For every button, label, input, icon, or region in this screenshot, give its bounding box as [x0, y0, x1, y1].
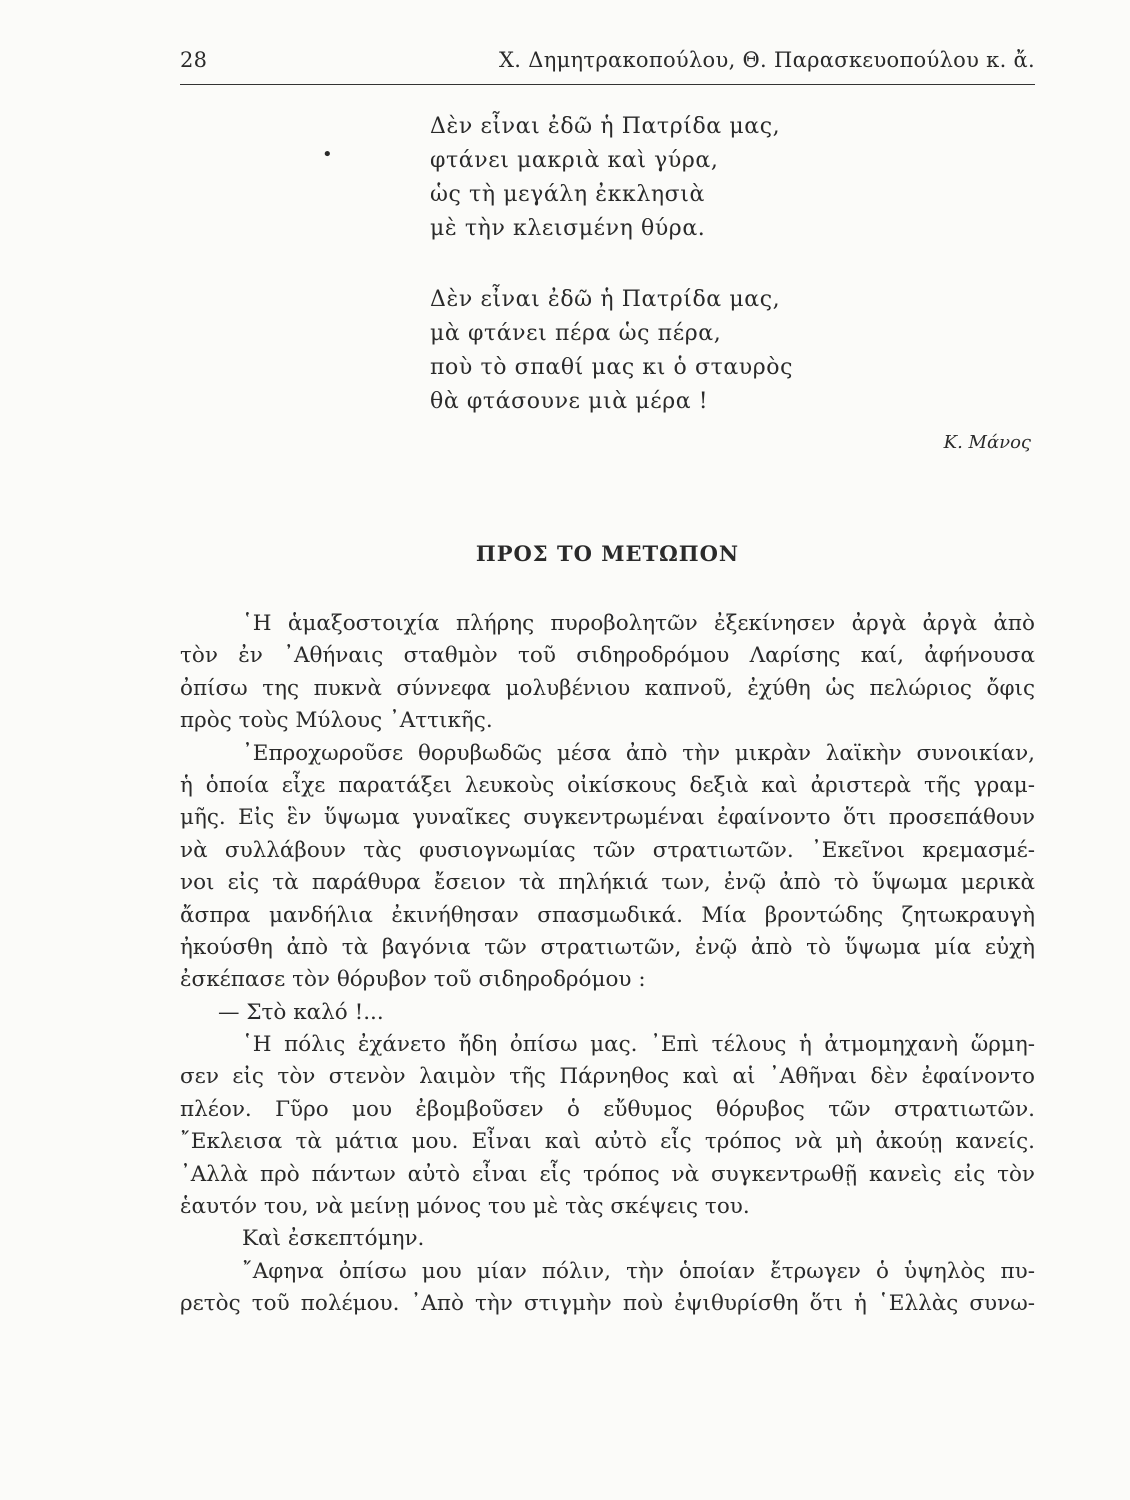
text-line: ῾Η πόλις ἐχάνετο ἤδη ὀπίσω μας. ᾿Επὶ τέλους ἡ ἀτμομηχανὴ ὥρμη-	[242, 1032, 1035, 1058]
poem-line: μὲ τὴν κλεισμένη θύρα.	[430, 216, 706, 241]
poem-line: φτάνει μακριὰ καὶ γύρα,	[430, 148, 719, 173]
text-line: Καὶ ἐσκεπτόμην.	[242, 1226, 425, 1252]
poem-line: θὰ φτάσουνε μιὰ μέρα !	[430, 389, 709, 414]
text-line: ἐσκέπασε τὸν θόρυβον τοῦ σιδηροδρόμου :	[180, 967, 646, 993]
text-line: πρὸς τοὺς Μύλους ᾿Αττικῆς.	[180, 708, 493, 734]
text-line: νοι εἰς τὰ παράθυρα ἔσειον τὰ πηλήκιά των, ἐνῷ ἀπὸ τὸ ὕψωμα μερικὰ	[180, 870, 1035, 896]
header-rule	[180, 84, 1035, 85]
poem-line: ποὺ τὸ σπαθί μας κι ὁ σταυρὸς	[430, 355, 794, 380]
poem-line: Δὲν εἶναι ἐδῶ ἡ Πατρίδα μας,	[430, 287, 781, 312]
poem-stanza-2	[430, 283, 793, 419]
poem-line: ὡς τὴ μεγάλη ἐκκλησιὰ	[430, 182, 705, 207]
text-line: ἄσπρα μανδήλια ἐκινήθησαν σπασμωδικά. Μία βροντώδης ζητωκραυγὴ	[180, 902, 1035, 928]
book-page	[180, 0, 1035, 1500]
text-line: ἑαυτόν του, νὰ μείνῃ μόνος του μὲ τὰς σκέψεις του.	[180, 1194, 750, 1220]
page-header	[180, 48, 1035, 78]
text-line: ἠκούσθη ἀπὸ τὰ βαγόνια τῶν στρατιωτῶν, ἐνῷ ἀπὸ τὸ ὕψωμα μία εὐχὴ	[180, 934, 1035, 960]
running-title: Χ. Δημητρακοπούλου, Θ. Παρασκευοπούλου κ. ἄ.	[499, 48, 1035, 72]
poem-line: μὰ φτάνει πέρα ὡς πέρα,	[430, 321, 722, 346]
text-line: νὰ συλλάβουν τὰς φυσιογνωμίας τῶν στρατιωτῶν. ᾿Εκεῖνοι κρεμασμέ-	[180, 837, 1035, 863]
section-title: ΠΡΟΣ ΤΟ ΜΕΤΩΠΟΝ	[475, 541, 740, 566]
prose-body	[180, 608, 1035, 1321]
text-line: μῆς. Εἰς ἓν ὕψωμα γυναῖκες συγκεντρωμέναι ἐφαίνοντο ὅτι προσεπάθουν	[180, 805, 1035, 831]
text-line: τὸν ἐν ᾿Αθήναις σταθμὸν τοῦ σιδηροδρόμου Λαρίσης καί, ἀφήνουσα	[180, 643, 1035, 669]
text-line: ἡ ὁποία εἶχε παρατάξει λευκοὺς οἰκίσκους δεξιὰ καὶ ἀριστερὰ τῆς γραμ-	[180, 772, 1035, 798]
text-line: ῾Η ἁμαξοστοιχία πλήρης πυροβολητῶν ἐξεκίνησεν ἀργὰ ἀργὰ ἀπὸ	[242, 611, 1035, 636]
text-line: — Στὸ καλό !...	[218, 999, 384, 1025]
page-number: 28	[180, 48, 208, 72]
poem-stanza-1	[430, 110, 780, 246]
poem-signature: Κ. Μάνος	[943, 432, 1031, 453]
text-line: ρετὸς τοῦ πολέμου. ᾿Απὸ τὴν στιγμὴν ποὺ ἐψιθυρίσθη ὅτι ἡ ῾Ελλὰς συνω-	[180, 1291, 1035, 1317]
text-line: ᾿Αλλὰ πρὸ πάντων αὐτὸ εἶναι εἷς τρόπος νὰ συγκεντρωθῇ κανεὶς εἰς τὸν	[180, 1161, 1035, 1187]
text-line: σεν εἰς τὸν στενὸν λαιμὸν τῆς Πάρνηθος καὶ αἱ ᾿Αθῆναι δὲν ἐφαίνοντο	[180, 1064, 1035, 1090]
poem-line: Δὲν εἶναι ἐδῶ ἡ Πατρίδα μας,	[430, 114, 781, 139]
text-line: ῎Εκλεισα τὰ μάτια μου. Εἶναι καὶ αὐτὸ εἷς τρόπος νὰ μὴ ἀκούῃ κανείς.	[180, 1129, 1035, 1155]
text-line: πλέον. Γῦρο μου ἐβομβοῦσεν ὁ εὔθυμος θόρυβος τῶν στρατιωτῶν.	[180, 1096, 1035, 1122]
text-line: ᾿Επροχωροῦσε θορυβωδῶς μέσα ἀπὸ τὴν μικρὰν λαϊκὴν συνοικίαν,	[242, 740, 1035, 766]
text-line: ὀπίσω της πυκνὰ σύννεφα μολυβένιου καπνοῦ, ἐχύθη ὡς πελώριος ὄφις	[180, 675, 1035, 701]
margin-bullet: •	[322, 144, 333, 165]
text-line: ῎Αφηνα ὀπίσω μου μίαν πόλιν, τὴν ὁποίαν ἔτρωγεν ὁ ὑψηλὸς πυ-	[242, 1258, 1035, 1284]
